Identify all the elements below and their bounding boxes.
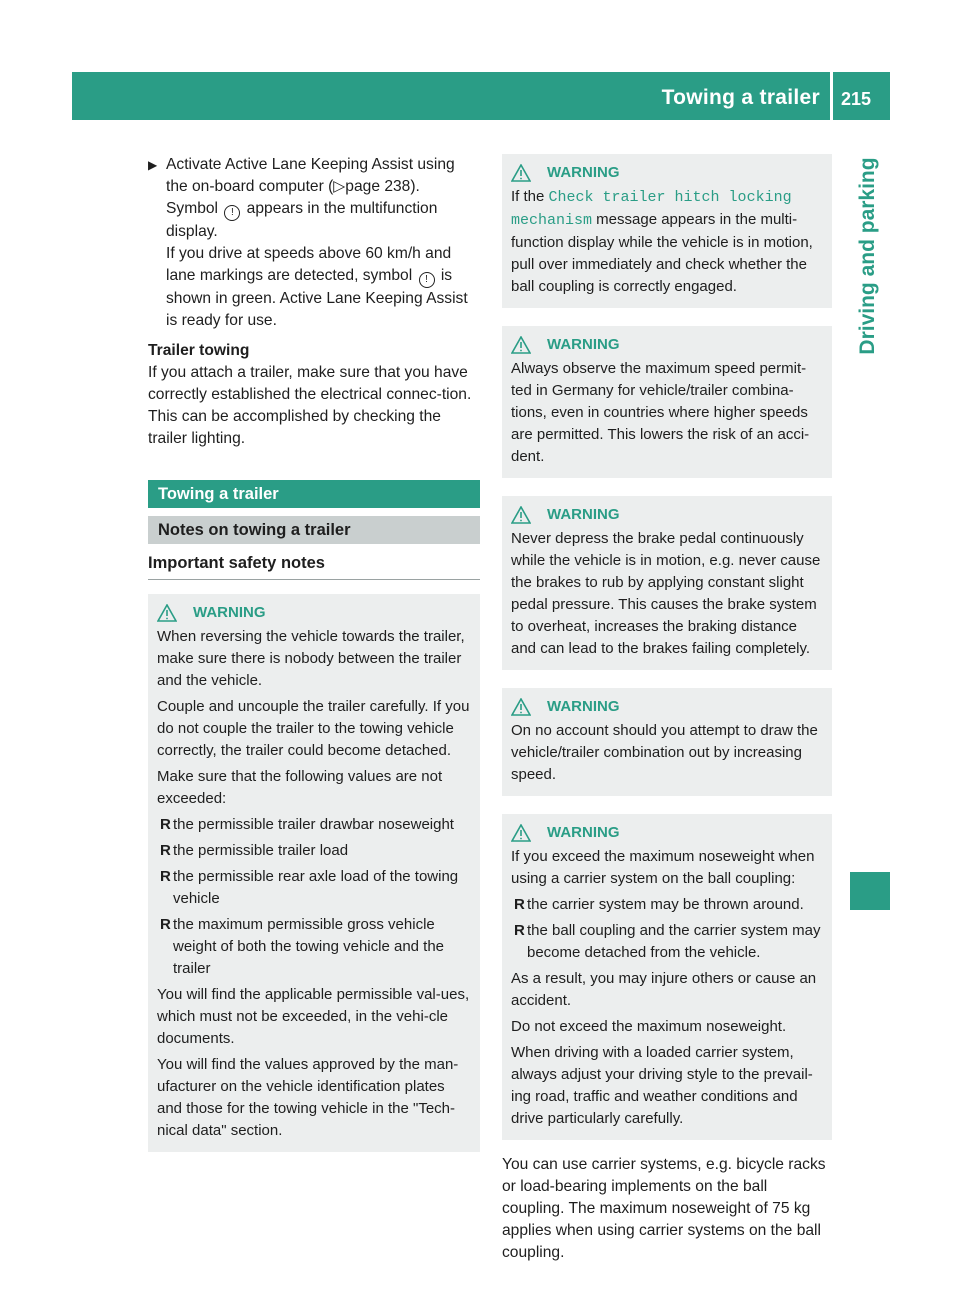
subsection-title: Notes on towing a trailer — [148, 516, 480, 544]
page-number: 215 — [841, 89, 872, 109]
header-separator — [830, 72, 833, 120]
warning-title: WARNING — [511, 822, 823, 844]
instruction-text-3: If you drive at speeds above 60 km/h and lane markings are detected, symbol ! is shown in green. Active Lane Keeping Assist is ready for use. — [166, 245, 468, 329]
warning-title: WARNING — [157, 602, 471, 624]
side-tab-block — [850, 872, 890, 910]
list-item: R the permissible rear axle load of the towing vehicle — [160, 868, 459, 907]
trailer-towing-text: If you attach a trailer, make sure that you have correctly established the electrical connec-tion. This can be accomplished by checking the trailer lighting. — [148, 364, 472, 447]
warning-triangle-icon — [511, 506, 531, 524]
section-title: Towing a trailer — [148, 480, 480, 508]
warning-title: WARNING — [511, 162, 823, 184]
bullet-icon: R — [160, 868, 171, 885]
left-column — [148, 154, 480, 1152]
warning-paragraph: Always observe the maximum speed permit-ted in Germany for vehicle/trailer combina-tions, even in countries where higher speeds are permitted. This lowers the risk of an acci-dent. — [511, 360, 810, 465]
bullet-icon: R — [160, 916, 171, 933]
warning-title: WARNING — [511, 334, 823, 356]
right-column — [502, 154, 832, 1264]
warning-paragraph: You will find the values approved by the man-ufacturer on the vehicle identification plates and those for the towing vehicle in the "Tech-nical data" section. — [157, 1056, 459, 1139]
warning-box — [502, 154, 832, 308]
warning-paragraph: Do not exceed the maximum noseweight. — [511, 1018, 787, 1035]
warning-paragraph: If the Check trailer hitch locking mechanism message appears in the multi-function display while the vehicle is in motion, pull over immediately and check whether the ball coupling is correctly engaged. — [511, 188, 813, 295]
safety-notes-heading: Important safety notes — [148, 552, 480, 580]
trailer-towing-heading: Trailer towing — [148, 342, 250, 359]
warning-title: WARNING — [511, 504, 823, 526]
warning-triangle-icon — [511, 824, 531, 842]
lane-assist-symbol-icon: ! — [224, 205, 240, 221]
warning-paragraph: On no account should you attempt to draw the vehicle/trailer combination out by increasing speed. — [511, 722, 818, 783]
warning-box — [502, 326, 832, 478]
warning-paragraph: Couple and uncouple the trailer carefully. If you do not couple the trailer to the towing vehicle correctly, the trailer could become detached. — [157, 698, 470, 759]
bullet-icon: R — [160, 842, 171, 859]
warning-triangle-icon — [157, 604, 177, 622]
bullet-icon: R — [514, 896, 525, 913]
warning-title: WARNING — [511, 696, 823, 718]
instruction-step — [148, 154, 480, 332]
lane-assist-symbol-icon: ! — [419, 272, 435, 288]
bullet-icon: R — [514, 922, 525, 939]
warning-triangle-icon — [511, 698, 531, 716]
warning-box — [502, 688, 832, 796]
list-item: R the permissible trailer drawbar noseweight — [157, 814, 471, 836]
list-item: R the maximum permissible gross vehicle weight of both the towing vehicle and the trailer — [160, 916, 445, 977]
header-bar — [72, 72, 890, 120]
warning-paragraph: Make sure that the following values are not exceeded: — [157, 768, 443, 807]
step-arrow-icon: ▶ — [148, 158, 158, 172]
closing-paragraph: You can use carrier systems, e.g. bicycle racks or load-bearing implements on the ball coupling. The maximum noseweight of 75 kg applies when using carrier systems on the ball coupling. — [502, 1156, 826, 1261]
page-ref-icon: ▷ — [333, 178, 346, 195]
warning-triangle-icon — [511, 336, 531, 354]
warning-paragraph: If you exceed the maximum noseweight when using a carrier system on the ball coupling: — [511, 848, 815, 887]
warning-box — [148, 594, 480, 1152]
list-item: R the permissible trailer load — [157, 840, 471, 862]
display-message: Check trailer hitch locking mechanism — [511, 189, 792, 229]
warning-box — [502, 496, 832, 670]
warning-paragraph: When reversing the vehicle towards the trailer, make sure there is nobody between the trailer and the vehicle. — [157, 628, 465, 689]
side-tab-label: Driving and parking — [856, 157, 879, 355]
warning-box — [502, 814, 832, 1140]
header-title: Towing a trailer — [661, 86, 820, 109]
instruction-text: Activate Active Lane Keeping Assist using the on-board computer (▷page 238). — [166, 156, 455, 195]
warning-paragraph: As a result, you may injure others or cause an accident. — [511, 970, 817, 1009]
list-item: R the carrier system may be thrown around. — [511, 894, 823, 916]
instruction-text-2: Symbol ! appears in the multifunction display. — [166, 200, 438, 240]
list-item: R the ball coupling and the carrier system may become detached from the vehicle. — [514, 922, 821, 961]
warning-triangle-icon — [511, 164, 531, 182]
bullet-icon: R — [160, 816, 171, 833]
warning-paragraph: When driving with a loaded carrier system, always adjust your driving style to the prevail-ing road, traffic and weather conditions and drive particularly carefully. — [511, 1044, 813, 1127]
warning-paragraph: You will find the applicable permissible val-ues, which must not be exceeded, in the vehi-cle documents. — [157, 986, 470, 1047]
warning-paragraph: Never depress the brake pedal continuously while the vehicle is in motion, e.g. never cause the brakes to rub by applying constant slight pedal pressure. This causes the brake system to overheat, increases the braking distance and can lead to the brakes failing completely. — [511, 530, 821, 657]
